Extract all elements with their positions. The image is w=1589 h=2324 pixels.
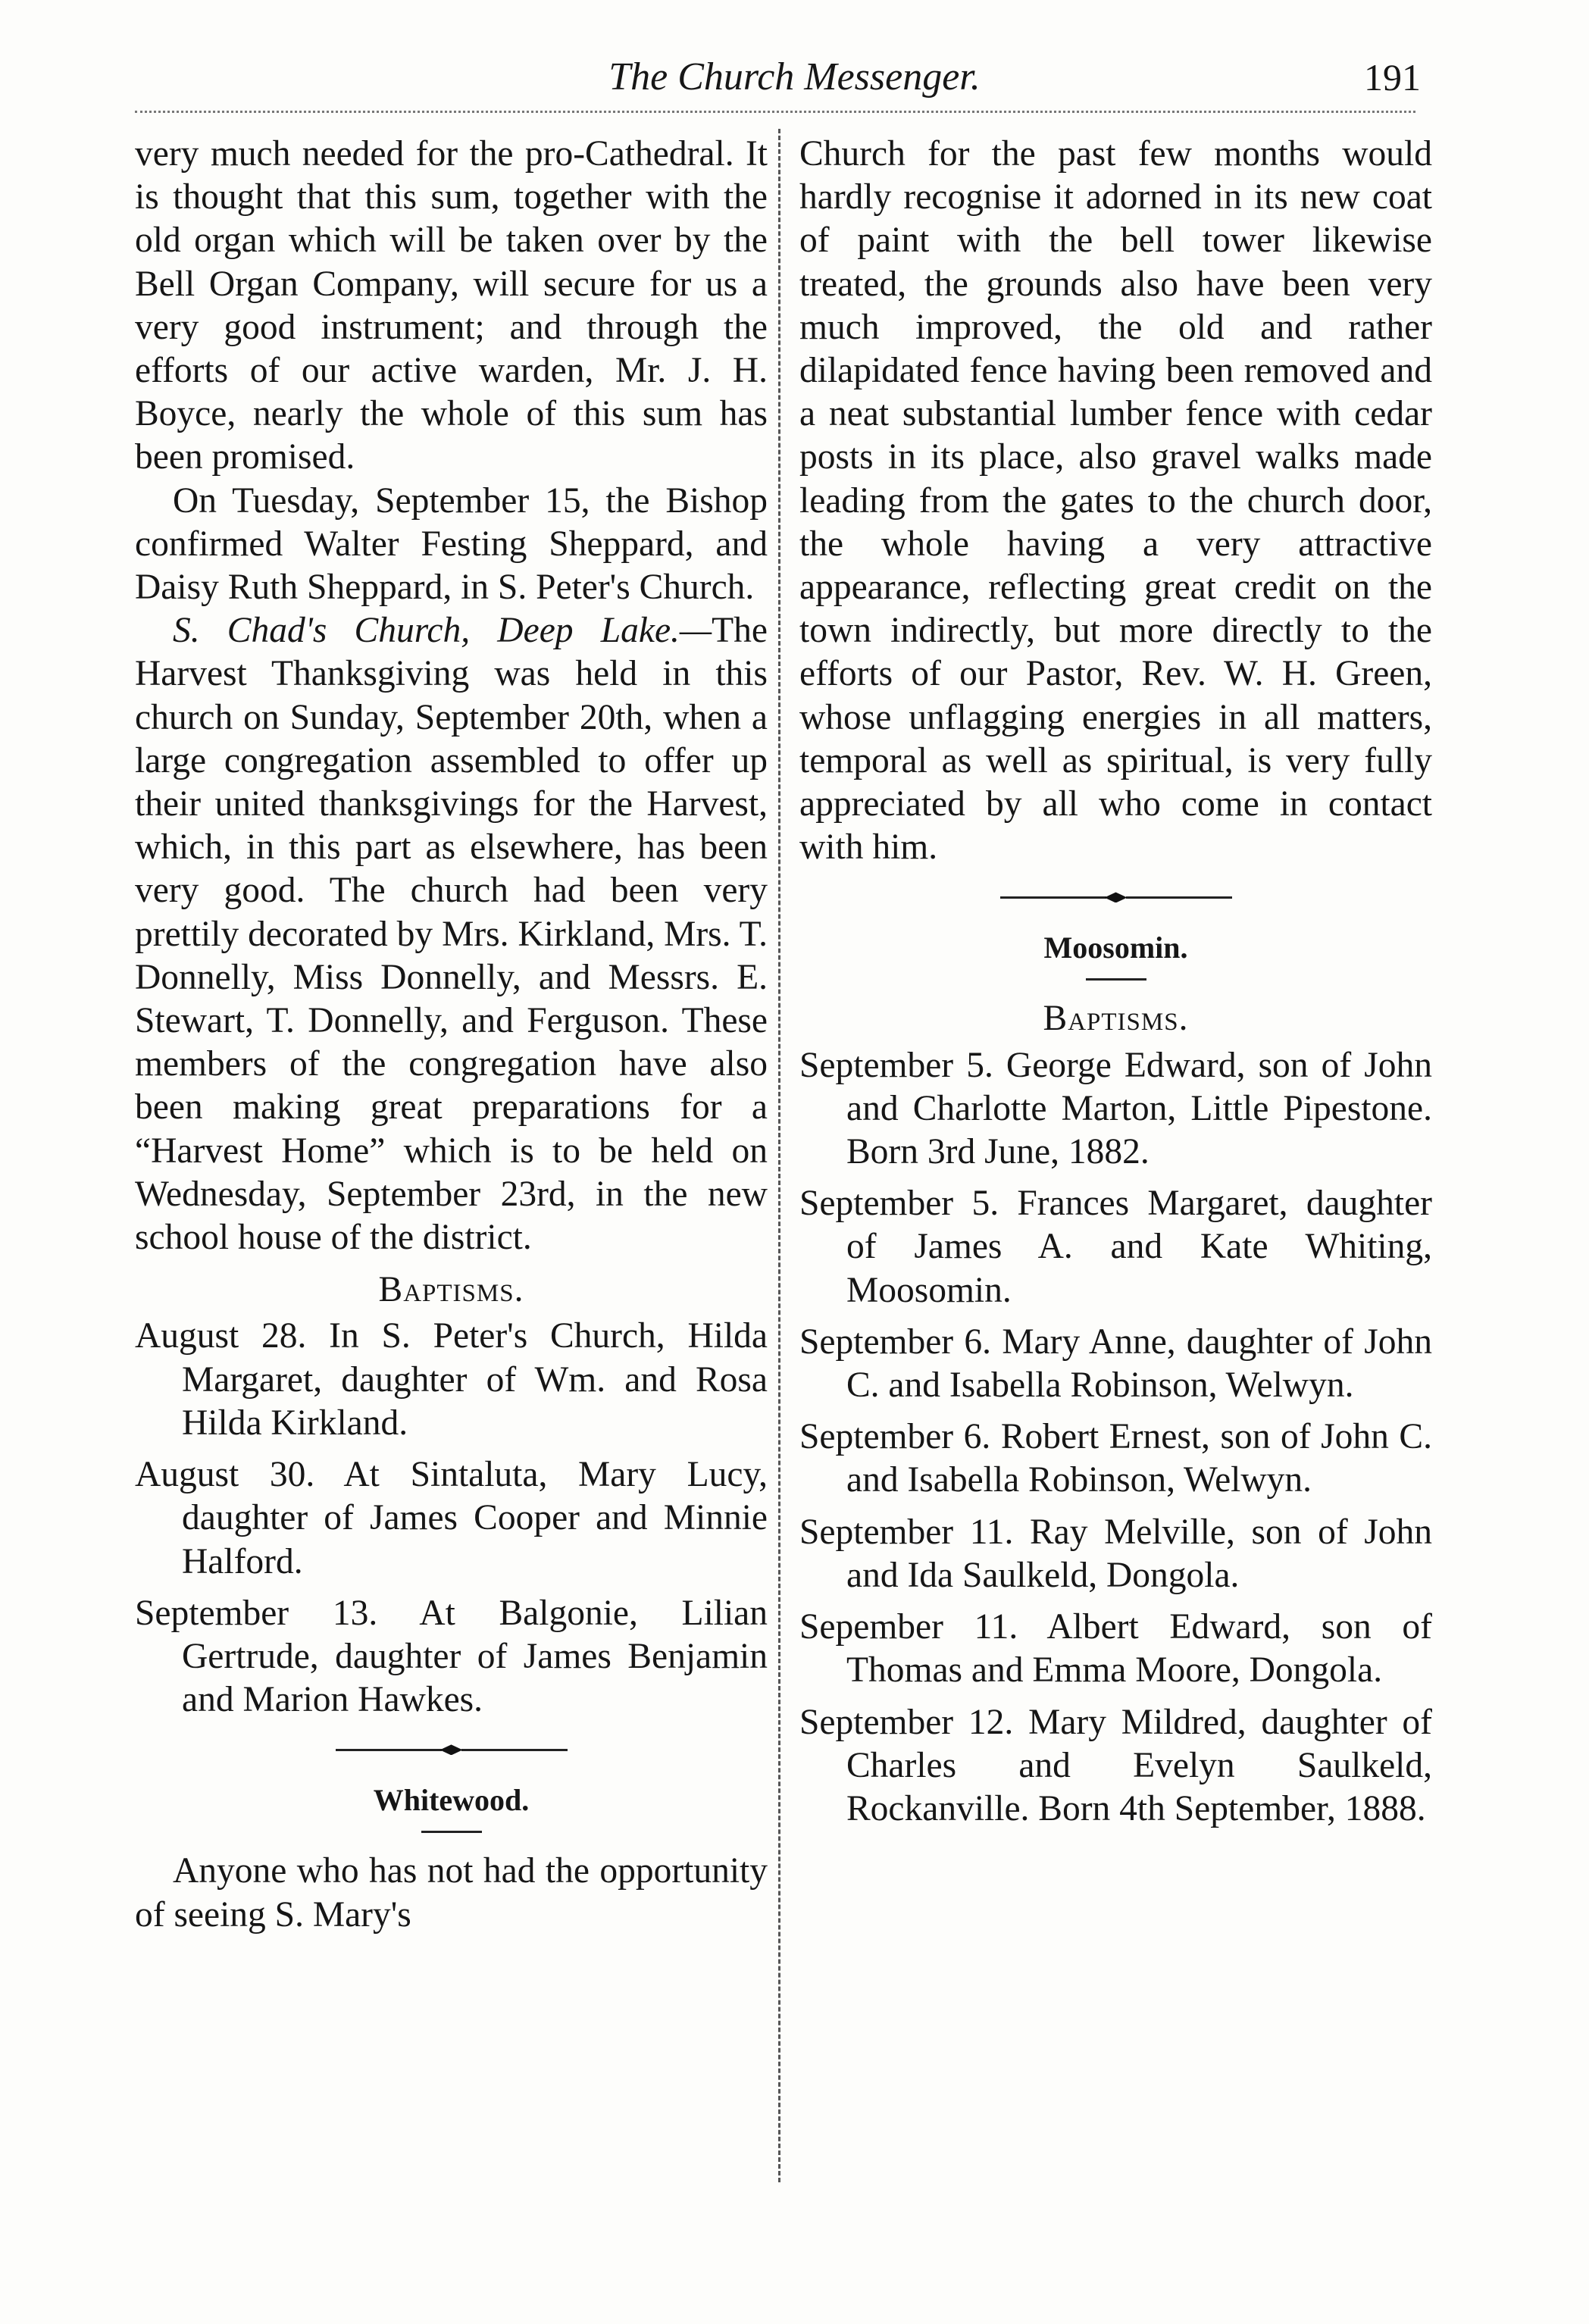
page-number: 191 [1364, 56, 1421, 99]
ornament-line [1126, 896, 1232, 899]
whitewood-paragraph: Anyone who has not had the opportunity of seeing S. Mary's [135, 1851, 768, 1935]
baptism-entry: Sepember 11. Albert Edward, son of Thomas and Emma Moore, Dongola. [799, 1607, 1432, 1691]
header-rule [135, 111, 1415, 113]
baptism-entry: August 28. In S. Peter's Church, Hilda Margaret, daughter of Wm. and Rosa Hilda Kirkland. [135, 1316, 768, 1443]
ornament-line [461, 1749, 568, 1751]
baptism-entry: September 12. Mary Mildred, daughter of Charles and Evelyn Saulkeld, Rockanville. Born 4th September, 1888. [799, 1702, 1432, 1828]
column-divider [778, 129, 780, 2182]
section-ornament [799, 878, 1432, 916]
running-title: The Church Messenger. [608, 55, 981, 99]
deep-lake-text: The Harvest Thanksgiving was held in this church on Sunday, September 20th, when a large congregation assembled to offer up their united thanksgivings for the Harvest, which, in this part as elsewhere, has been very good. The church had been very prettily decorated by Mrs. Kirkland, Mrs. T. Donnelly, Miss Donnelly, and Messrs. E. Stewart, T. Donnelly, and Ferguson. These members of the congregation have also been making great preparations for a “Harvest Home” which is to be held on Wednesday, September 23rd, in the new school house of the district. [135, 611, 768, 1258]
baptism-entry: September 5. Frances Margaret, daughter of James A. and Kate Whiting, Moosomin. [799, 1184, 1432, 1310]
harvest-thanksgiving-paragraph [135, 609, 768, 1259]
left-column [135, 133, 768, 1937]
baptisms-heading-right: Baptisms. [1043, 999, 1189, 1039]
section-ornament [135, 1731, 768, 1769]
whitewood-continuation: Church for the past few months would hardly recognise it adorned in its new coat of paint with the bell tower likewise treated, the grounds also have been very much improved, the old and rather dilapidated fence having been removed and a neat substantial lumber fence with cedar posts in its place, also gravel walks made leading from the gates to the church door, the whole having a very attractive appearance, reflecting great credit on the town indirectly, but more directly to the efforts of our Pastor, Rev. W. H. Green, whose unflagging energies in all matters, temporal as well as spiritual, is very fully appreciated by all who come in contact with him. [799, 134, 1432, 868]
baptism-entry: September 5. George Edward, son of John and Charlotte Marton, Little Pipestone. Born 3rd June, 1882. [799, 1045, 1432, 1172]
right-column [799, 133, 1432, 1839]
ornament-diamond [440, 1744, 463, 1755]
short-rule [1086, 978, 1146, 981]
baptism-entry: September 6. Mary Anne, daughter of John C. and Isabella Robinson, Welwyn. [799, 1322, 1432, 1406]
baptism-entry: September 11. Ray Melville, son of John and Ida Saulkeld, Dongola. [799, 1512, 1432, 1595]
organ-fund-paragraph: very much needed for the pro-Cathedral. It is thought that this sum, together with the old organ which will be taken over by the Bell Organ Company, will secure for us a very good instrument; and through the efforts of our active warden, Mr. J. H. Boyce, nearly the whole of this sum has been promised. [135, 134, 768, 477]
baptism-entry: September 6. Robert Ernest, son of John C. and Isabella Robinson, Welwyn. [799, 1417, 1432, 1500]
whitewood-heading: Whitewood. [373, 1783, 530, 1818]
short-rule [421, 1831, 482, 1833]
deep-lake-lead: S. Chad's Church, Deep Lake.— [173, 611, 712, 651]
confirmation-paragraph: On Tuesday, September 15, the Bishop confirmed Walter Festing Sheppard, and Daisy Ruth Sheppard, in S. Peter's Church. [135, 480, 768, 608]
baptisms-heading-left: Baptisms. [378, 1270, 524, 1310]
ornament-line [1000, 896, 1106, 899]
baptism-entry: August 30. At Sintaluta, Mary Lucy, daughter of James Cooper and Minnie Halford. [135, 1455, 768, 1581]
ornament-diamond [1105, 892, 1128, 902]
moosomin-heading: Moosomin. [1043, 931, 1188, 965]
baptism-entry: September 13. At Balgonie, Lilian Gertrude, daughter of James Benjamin and Marion Hawkes. [135, 1593, 768, 1720]
ornament-line [336, 1749, 442, 1751]
